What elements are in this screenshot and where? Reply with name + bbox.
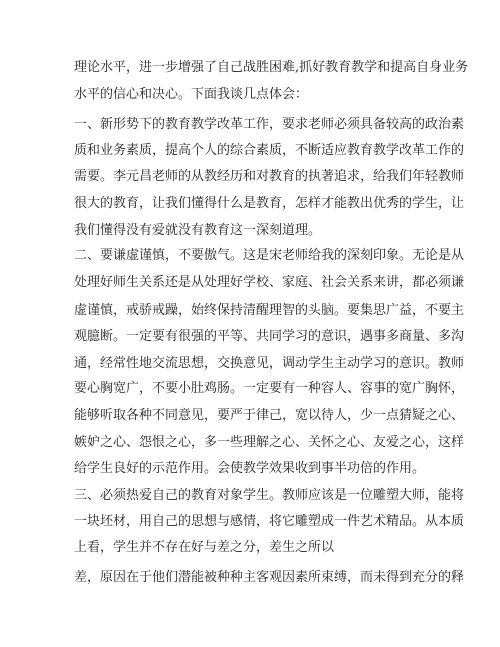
- body-text-line: 需要。李元昌老师的从教经历和对教育的执著追求，给我们年轻教师: [74, 169, 465, 184]
- body-text-line: 通，经常性地交流思想，交换意见，调动学生主动学习的意识。教师: [74, 356, 465, 371]
- body-text-line: 质和业务素质，提高个人的综合素质，不断适应教育教学改革工作的: [74, 143, 465, 158]
- body-text-line: 上看，学生并不存在好与差之分，差生之所以: [74, 540, 335, 555]
- body-text-line: 二、要谦虚谨慎，不要傲气。这是宋老师给我的深刻印象。无论是从: [74, 248, 465, 263]
- body-text-line: 理论水平，进一步增强了自己战胜困难,抓好教育教学和提高自身业务: [74, 60, 469, 75]
- body-text-line: 很大的教育，让我们懂得什么是教育，怎样才能教出优秀的学生，让: [74, 196, 465, 211]
- body-text-line: 要心胸宽广，不要小肚鸡肠。一定要有一种容人、容事的宽广胸怀，: [74, 381, 465, 396]
- body-text-line: 处理好师生关系还是从处理好学校、家庭、社会关系来讲，都必须谦: [74, 275, 465, 290]
- body-text-line: 嫉妒之心、怨恨之心，多一些理解之心、关怀之心、友爱之心，这样: [74, 435, 465, 450]
- body-text-line: 能够听取各种不同意见，要严于律己，宽以待人，少一点猜疑之心、: [74, 408, 465, 423]
- body-text-line: 虚谨慎，戒骄戒躁，始终保持清醒理智的头脑。要集思广益，不要主: [74, 303, 465, 318]
- body-text-line: 观臆断。一定要有很强的平等、共同学习的意识，遇事多商量、多沟: [74, 329, 465, 344]
- body-text-line: 水平的信心和决心。下面我谈几点体会：: [74, 87, 309, 102]
- body-text-line: 一块坯材，用自己的思想与感情，将它雕塑成一件艺术精品。从本质: [74, 514, 465, 529]
- body-text-line: 我们懂得没有爱就没有教育这一深刻道理。: [74, 223, 322, 238]
- body-text-line: 给学生良好的示范作用。会使教学效果收到事半功倍的作用。: [74, 461, 426, 476]
- body-text-line: 三、必须热爱自己的教育对象学生。教师应该是一位雕塑大师，能将: [74, 488, 465, 503]
- body-text-line: 一、新形势下的教育教学改革工作，要求老师必须具备较高的政治素: [74, 117, 465, 132]
- body-text-line: 差，原因在于他们潜能被种种主客观因素所束缚，而未得到充分的释: [74, 570, 465, 585]
